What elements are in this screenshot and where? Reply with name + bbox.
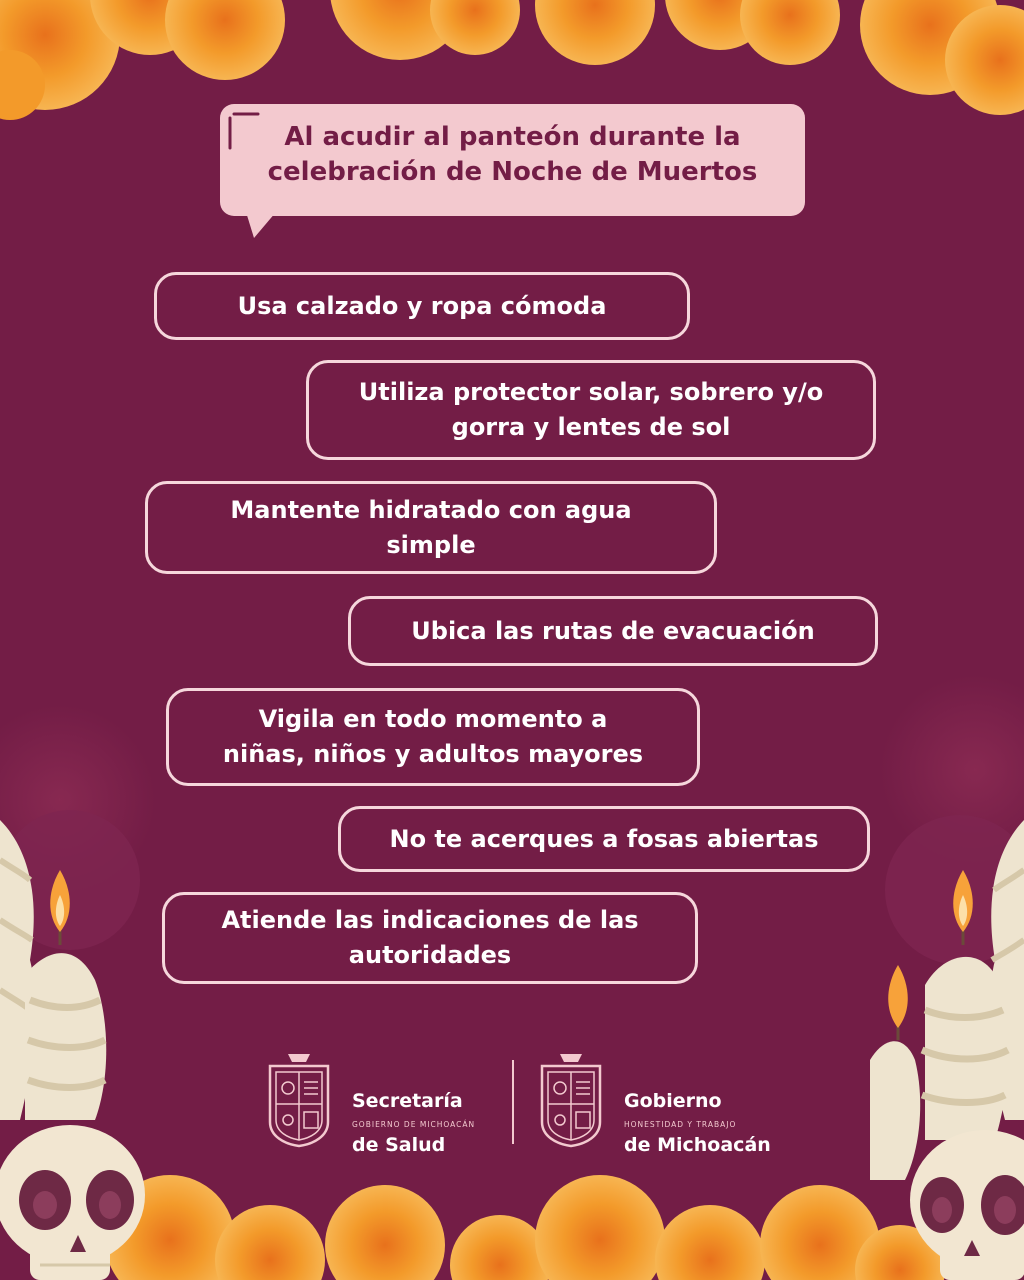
tip-3-line2: simple (386, 530, 476, 559)
header-title-line1: Al acudir al panteón durante la (284, 122, 741, 152)
salud-subtitle: GOBIERNO DE MICHOACÁN (352, 1120, 476, 1129)
logo-divider (512, 1060, 514, 1144)
tip-bubble-4 (348, 596, 878, 666)
marigold-garland-top-icon (0, 0, 1024, 120)
header-title (240, 120, 785, 190)
tip-bubble-3 (145, 481, 717, 574)
gobierno-subtitle: HONESTIDAD Y TRABAJO (624, 1120, 737, 1129)
tip-bubble-7 (162, 892, 698, 984)
tip-3-line1: Mantente hidratado con agua (230, 495, 632, 524)
gobierno-title-line1: Gobierno (624, 1090, 722, 1112)
tip-6-line1: No te acerques a fosas abiertas (389, 824, 819, 853)
tip-7-line2: autoridades (348, 941, 512, 969)
tip-2-line2: gorra y lentes de sol (451, 413, 731, 441)
tip-7-line1: Atiende las indicaciones de las (221, 906, 639, 934)
salud-shield-emblem-icon (266, 1052, 332, 1148)
gobierno-shield-emblem-icon (538, 1052, 604, 1148)
tip-4-line1: Ubica las rutas de evacuación (411, 616, 815, 645)
tip-2-line1: Utiliza protector solar, sobrero y/o (358, 378, 824, 406)
salud-title-line1: Secretaría (352, 1090, 463, 1112)
header-title-line2: celebración de Noche de Muertos (267, 157, 758, 187)
tip-bubble-6 (338, 806, 870, 872)
logos-footer (0, 1040, 1024, 1170)
tip-1-line1: Usa calzado y ropa cómoda (237, 291, 607, 320)
header-bubble-tail (246, 212, 276, 238)
tip-5-line1: Vigila en todo momento a (258, 705, 608, 733)
tip-bubble-2 (306, 360, 876, 460)
gobierno-title-line2: de Michoacán (624, 1134, 771, 1156)
tip-bubble-5 (166, 688, 700, 786)
tip-5-line2: niñas, niños y adultos mayores (222, 740, 644, 768)
tip-bubble-1 (154, 272, 690, 340)
salud-title-line2: de Salud (352, 1134, 446, 1156)
marigold-garland-bottom-icon (105, 1175, 945, 1280)
